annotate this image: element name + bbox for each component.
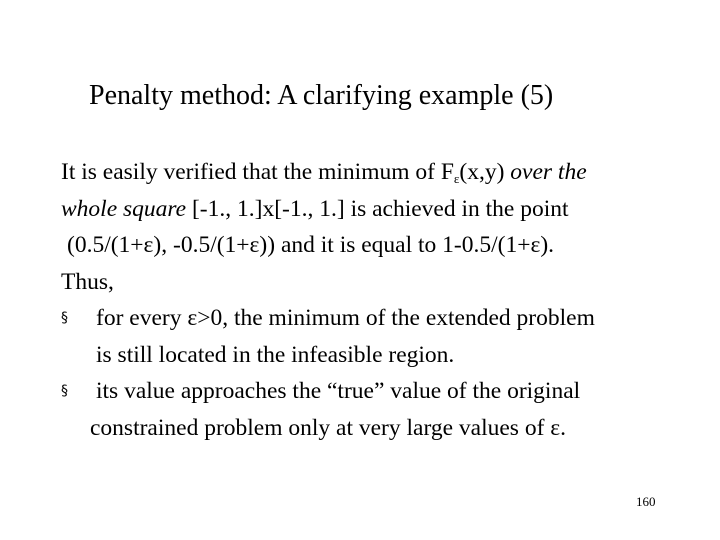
bullet-1-line-1: for every ε>0, the minimum of the extended problem [96,305,595,331]
section-bullet-icon: § [61,310,68,326]
bullet-2-line-1: its value approaches the “true” value of the original [96,378,581,404]
body-line-3: (0.5/(1+ε), -0.5/(1+ε)) and it is equal to 1-0.5/(1+ε). [67,232,555,258]
bullet-2-line-2: constrained problem only at very large values of ε. [90,414,567,441]
section-bullet-icon: § [61,383,68,399]
body-line-2-rest: [-1., 1.]x[-1., 1.] is achieved in the point [186,195,569,222]
body-line-1-prefix: It is easily verified that the minimum of F [61,159,454,185]
body-line-1-mid: (x,y) [459,159,511,185]
slide-title: Penalty method: A clarifying example (5) [89,80,554,111]
body-line-1-italic: over the [510,159,587,185]
page-number: 160 [636,494,656,509]
bullet-item-2 [61,373,701,410]
body-line-1 [61,154,701,191]
body-line-4: Thus, [61,268,114,295]
bullet-1-line-2: is still located in the infeasible region. [96,341,455,368]
body-line-2-italic: whole square [61,195,187,222]
bullet-item-1 [61,300,701,337]
slide-body [61,154,701,446]
epsilon-subscript: ε [453,171,460,186]
body-line-2 [61,191,701,228]
